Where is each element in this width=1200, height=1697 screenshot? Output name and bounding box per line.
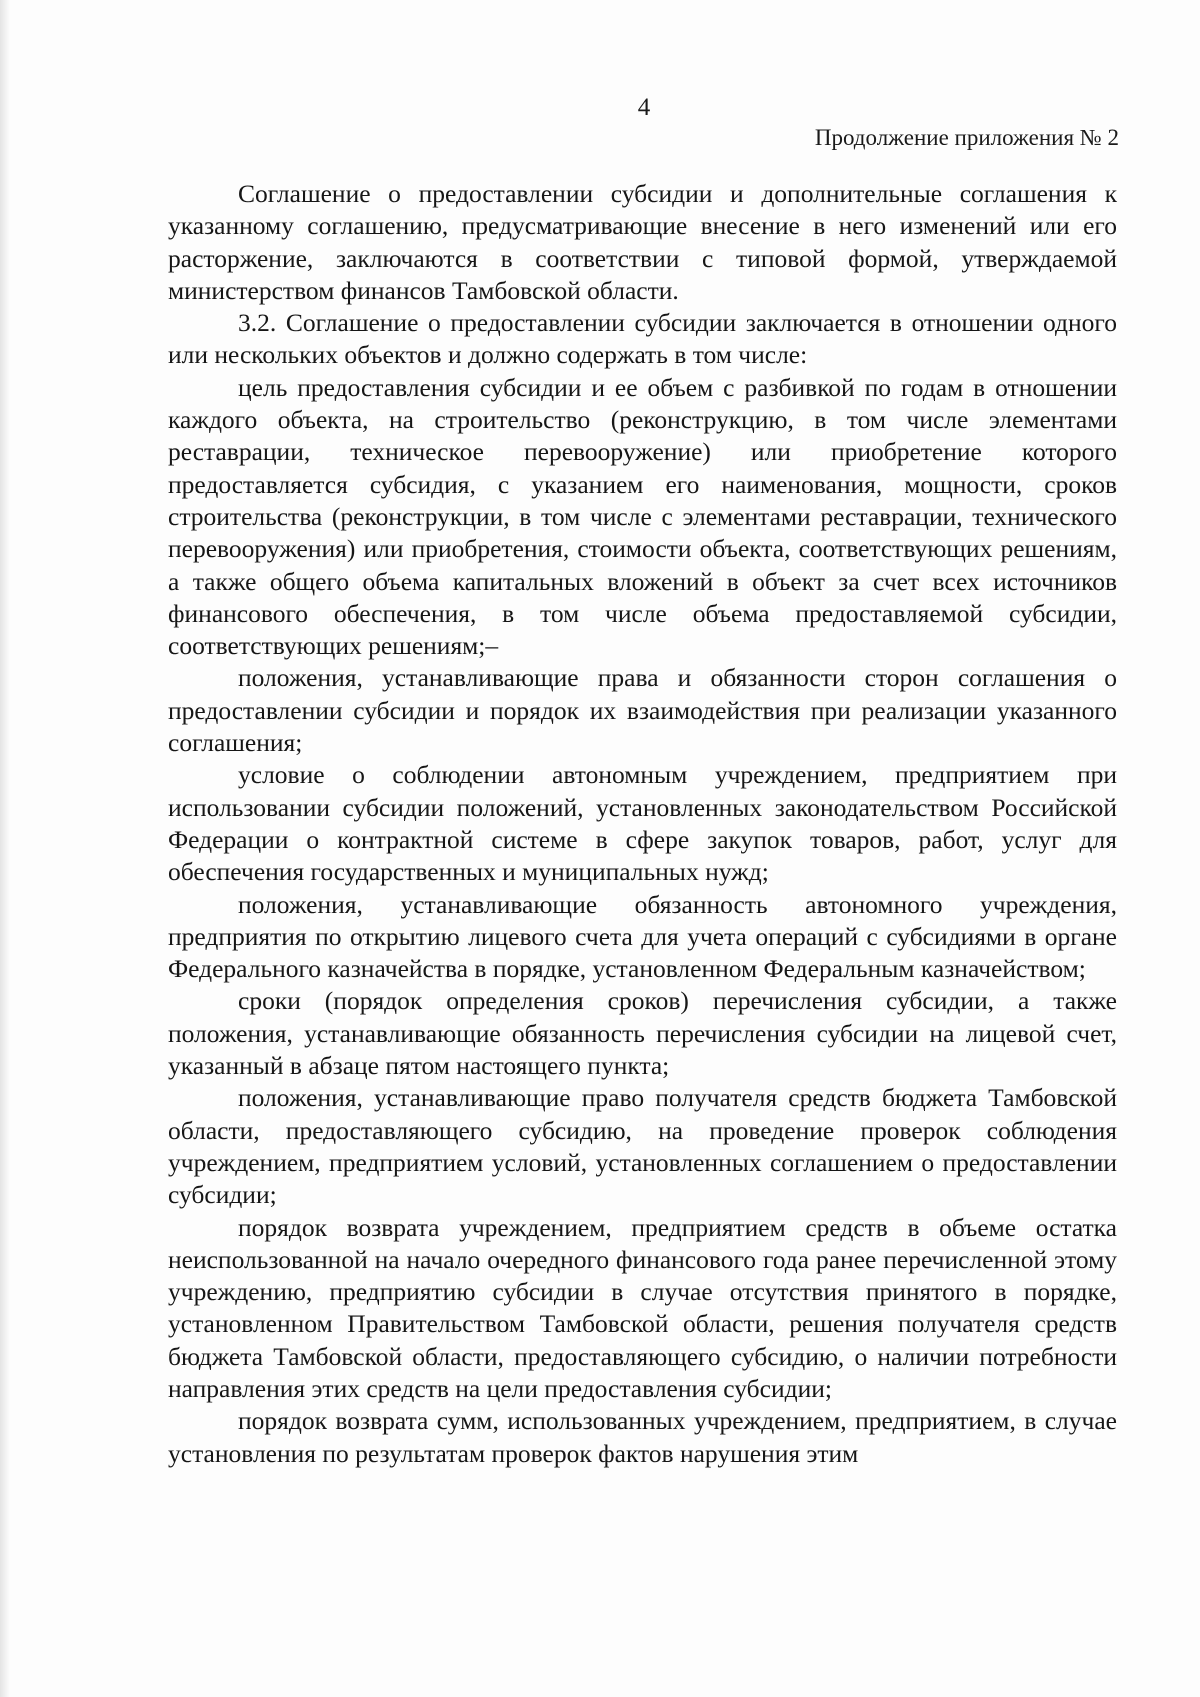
paragraph: Соглашение о предоставлении субсидии и дополнительные соглашения к указанному соглашению, предусматривающие внесение в него изменений или его расторжение, заключаются в соответствии с типовой формой, утверждаемой министерством финансов Тамбовской области. [168,179,1117,305]
paragraph: положения, устанавливающие обязанность автономного учреждения, предприятия по открытию лицевого счета для учета операций с субсидиями в органе Федерального казначейства в порядке, установленном Федеральным казначейством; [168,889,1117,984]
appendix-continuation-label: Продолжение приложения № 2 [814,125,1119,150]
paragraph: условие о соблюдении автономным учреждением, предприятием при использовании субсидии положений, установленных законодательством Российской Федерации о контрактной системе в сфере закупок товаров, работ, услуг для обеспечения государственных и муниципальных нужд; [168,760,1117,887]
paragraph: положения, устанавливающие право получателя средств бюджета Тамбовской области, предоставляющего субсидию, на проведение проверок соблюдения учреждением, предприятием условий, установленных соглашением о предоставлении субсидии; [168,1083,1117,1210]
paragraph: сроки (порядок определения сроков) перечисления субсидии, а также положения, устанавливающие обязанность перечисления субсидии на лицевой счет, указанный в абзаце пятом настоящего пункта; [168,986,1117,1081]
paragraph: порядок возврата сумм, использованных учреждением, предприятием, в случае установления по результатам проверок фактов нарушения этим [168,1406,1117,1468]
paragraph: порядок возврата учреждением, предприятием средств в объеме остатка неиспользованной на начало очередного финансового года ранее перечисленной этому учреждению, предприятию субсидии в случае отсутствия принятого в порядке, установленном Правительством Тамбовской области, решения получателя средств бюджета Тамбовской области, предоставляющего субсидию, о наличии потребности направления этих средств на цели предоставления субсидии; [168,1212,1117,1403]
scan-edge [0,0,10,1697]
paragraph: 3.2. Соглашение о предоставлении субсидии заключается в отношении одного или нескольких объектов и должно содержать в том числе: [168,308,1117,370]
paragraph: цель предоставления субсидии и ее объем с разбивкой по годам в отношении каждого объекта, на строительство (реконструкцию, в том числе элементами реставрации, техническое перевооружение) или приобретение которого предоставляется субсидия, с указанием его наименования, мощности, сроков строительства (реконструкции, в том числе с элементами реставрации, технического перевооружения) или приобретения, стоимости объекта, соответствующих решениям, а также общего объема капитальных вложений в объект за счет всех источников финансового обеспечения, в том числе объема предоставляемой субсидии, соответствующих решениям;– [168,372,1117,661]
page-number: 4 [637,94,651,121]
paragraph: положения, устанавливающие права и обязанности сторон соглашения о предоставлении субсидии и порядок их взаимодействия при реализации указанного соглашения; [168,663,1117,758]
document-body [168,178,1117,1470]
